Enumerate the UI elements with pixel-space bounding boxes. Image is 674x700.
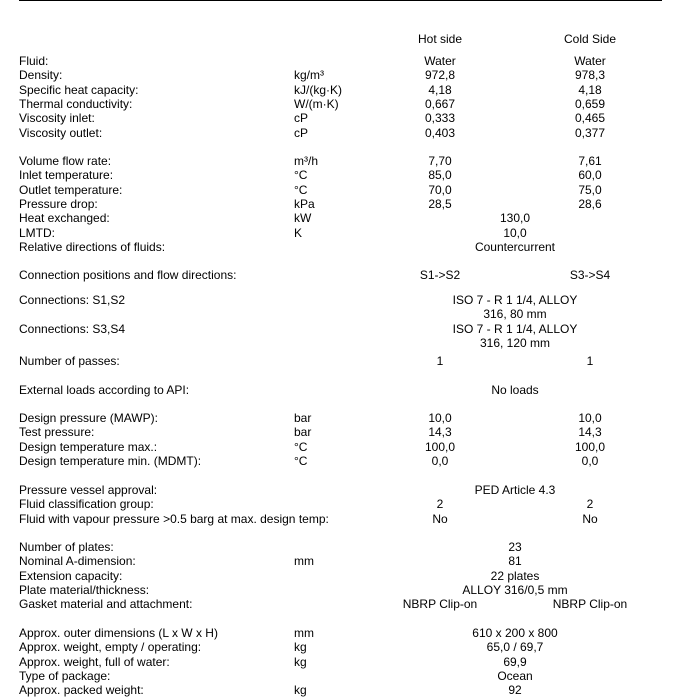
cold-value: 0,0	[581, 453, 599, 468]
label: Test pressure:	[19, 425, 95, 440]
row-volume-flow	[0, 154, 674, 168]
label: Connections: S3,S4	[19, 321, 126, 336]
value: 69,9	[503, 654, 527, 669]
row-density	[0, 68, 674, 82]
hot-value: 4,18	[428, 82, 452, 97]
label: Plate material/thickness:	[19, 582, 150, 597]
hot-value: 972,8	[424, 68, 456, 83]
label: Fluid with vapour pressure >0.5 barg at max. design temp:	[19, 511, 329, 526]
cold-value: No	[582, 511, 598, 526]
unit: °C	[294, 182, 308, 197]
label: Type of package:	[19, 668, 111, 683]
label: Fluid:	[19, 54, 49, 68]
hot-value: 85,0	[428, 168, 452, 183]
value: 81	[508, 554, 522, 569]
label: Volume flow rate:	[19, 154, 112, 168]
unit: mm	[294, 554, 314, 569]
label: Nominal A-dimension:	[19, 554, 136, 569]
row-connections-s3s4-cont	[0, 336, 674, 350]
row-lmtd	[0, 226, 674, 240]
label: Fluid classification group:	[19, 497, 154, 512]
label: Density:	[19, 68, 63, 83]
unit: cP	[294, 111, 309, 126]
row-design-temp-max	[0, 440, 674, 454]
row-pressure-drop	[0, 197, 674, 211]
unit: bar	[294, 411, 312, 425]
hot-value: No	[432, 511, 448, 526]
value-line-2: 316, 80 mm	[483, 307, 547, 322]
value: 92	[508, 683, 522, 698]
row-fluid	[0, 54, 674, 68]
row-connections-s3s4	[0, 322, 674, 336]
label: Design temperature min. (MDMT):	[19, 453, 202, 468]
cold-value: 4,18	[578, 82, 602, 97]
label: Approx. weight, empty / operating:	[19, 640, 202, 655]
row-plate-material	[0, 583, 674, 597]
unit: °C	[294, 168, 308, 183]
cold-side-header: Cold Side	[563, 32, 617, 46]
top-rule	[19, 0, 662, 1]
cold-value: NBRP Clip-on	[552, 597, 628, 612]
unit: mm	[294, 626, 314, 640]
hot-value: Water	[424, 54, 456, 68]
cold-value: 28,6	[578, 196, 602, 211]
row-thermal-conductivity	[0, 97, 674, 111]
cold-value: 100,0	[574, 439, 606, 454]
value: 130,0	[499, 211, 531, 226]
label: Number of passes:	[19, 354, 120, 368]
hot-value: 0,667	[424, 96, 456, 111]
value: PED Article 4.3	[474, 483, 556, 497]
row-outlet-temperature	[0, 183, 674, 197]
row-extension-capacity	[0, 569, 674, 583]
row-weight-full	[0, 655, 674, 669]
label: Pressure drop:	[19, 196, 98, 211]
row-external-loads	[0, 383, 674, 397]
row-connections-s1s2-cont	[0, 307, 674, 321]
cold-value: 978,3	[574, 68, 606, 83]
unit: °C	[294, 453, 308, 468]
label: Heat exchanged:	[19, 211, 110, 226]
unit: kg	[294, 640, 307, 655]
unit: cP	[294, 125, 309, 140]
hot-value: 0,403	[424, 125, 456, 140]
cold-value: Water	[574, 54, 606, 68]
cold-value: 0,465	[574, 111, 606, 126]
hot-value: 100,0	[424, 439, 456, 454]
label: Connections: S1,S2	[19, 293, 126, 307]
hot-value: 2	[436, 497, 444, 512]
label: Connection positions and flow directions:	[19, 268, 237, 282]
row-connections-s1s2	[0, 293, 674, 307]
hot-value: 0,333	[424, 111, 456, 126]
label: Extension capacity:	[19, 568, 123, 583]
value: 22 plates	[490, 568, 540, 583]
row-fluid-classification	[0, 497, 674, 511]
row-design-temp-min	[0, 454, 674, 468]
label: Outlet temperature:	[19, 182, 123, 197]
hot-value: 1	[436, 354, 444, 368]
label: Viscosity inlet:	[19, 111, 95, 126]
row-inlet-temperature	[0, 168, 674, 182]
hot-value: 70,0	[428, 182, 452, 197]
label: Design temperature max.:	[19, 439, 158, 454]
label: Relative directions of fluids:	[19, 239, 166, 254]
label: Pressure vessel approval:	[19, 483, 158, 497]
hot-value: 28,5	[428, 196, 452, 211]
cold-value: 2	[586, 497, 594, 512]
value-line-1: ISO 7 - R 1 1/4, ALLOY	[452, 321, 578, 336]
row-pressure-vessel-approval	[0, 483, 674, 497]
row-specific-heat	[0, 83, 674, 97]
value-line-1: ISO 7 - R 1 1/4, ALLOY	[452, 293, 578, 307]
unit: m³/h	[294, 154, 318, 168]
unit: W/(m·K)	[294, 96, 339, 111]
cold-value: 60,0	[578, 168, 602, 183]
unit: K	[294, 225, 303, 240]
hot-value: 14,3	[428, 425, 452, 440]
unit: kg	[294, 654, 307, 669]
label: External loads according to API:	[19, 383, 190, 397]
label: Approx. weight, full of water:	[19, 654, 170, 669]
row-weight-empty	[0, 640, 674, 654]
cold-value: S3->S4	[569, 268, 611, 282]
hot-value: NBRP Clip-on	[402, 597, 478, 612]
unit: kW	[294, 211, 312, 226]
row-relative-directions	[0, 240, 674, 254]
row-vapour-pressure	[0, 512, 674, 526]
value: Ocean	[497, 668, 533, 683]
hot-value: 7,70	[428, 154, 452, 168]
cold-value: 0,377	[574, 125, 606, 140]
cold-value: 0,659	[574, 96, 606, 111]
label: Viscosity outlet:	[19, 125, 103, 140]
value: 10,0	[503, 225, 527, 240]
row-a-dimension	[0, 554, 674, 568]
value: Countercurrent	[474, 239, 556, 254]
cold-value: 75,0	[578, 182, 602, 197]
cold-value: 1	[586, 354, 594, 368]
label: Design pressure (MAWP):	[19, 411, 158, 425]
hot-value: S1->S2	[419, 268, 461, 282]
hot-side-header: Hot side	[417, 32, 463, 46]
row-viscosity-inlet	[0, 111, 674, 125]
label: Specific heat capacity:	[19, 82, 139, 97]
label: Approx. outer dimensions (L x W x H)	[19, 626, 218, 640]
value: 65,0 / 69,7	[486, 640, 544, 655]
row-gasket	[0, 597, 674, 611]
unit: kg/m³	[294, 68, 324, 83]
label: Number of plates:	[19, 540, 114, 554]
row-package-type	[0, 669, 674, 683]
row-packed-weight	[0, 683, 674, 697]
label: Approx. packed weight:	[19, 683, 144, 698]
label: Thermal conductivity:	[19, 96, 133, 111]
row-outer-dimensions	[0, 626, 674, 640]
hot-value: 10,0	[428, 411, 452, 425]
cold-value: 10,0	[578, 411, 602, 425]
hot-value: 0,0	[431, 453, 449, 468]
cold-value: 7,61	[578, 154, 602, 168]
row-passes	[0, 354, 674, 368]
cold-value: 14,3	[578, 425, 602, 440]
label: LMTD:	[19, 225, 55, 240]
label: Gasket material and attachment:	[19, 597, 193, 612]
unit: kPa	[294, 196, 315, 211]
row-connection-positions	[0, 268, 674, 282]
label: Inlet temperature:	[19, 168, 114, 183]
value: 610 x 200 x 800	[472, 626, 558, 640]
row-number-of-plates	[0, 540, 674, 554]
unit: bar	[294, 425, 312, 440]
row-test-pressure	[0, 425, 674, 439]
row-design-pressure	[0, 411, 674, 425]
unit: kg	[294, 683, 307, 698]
value: No loads	[491, 383, 539, 397]
value: ALLOY 316/0,5 mm	[462, 582, 568, 597]
value-line-2: 316, 120 mm	[479, 335, 551, 350]
row-viscosity-outlet	[0, 126, 674, 140]
row-heat-exchanged	[0, 211, 674, 225]
unit: °C	[294, 439, 308, 454]
value: 23	[508, 540, 522, 554]
unit: kJ/(kg·K)	[294, 82, 342, 97]
